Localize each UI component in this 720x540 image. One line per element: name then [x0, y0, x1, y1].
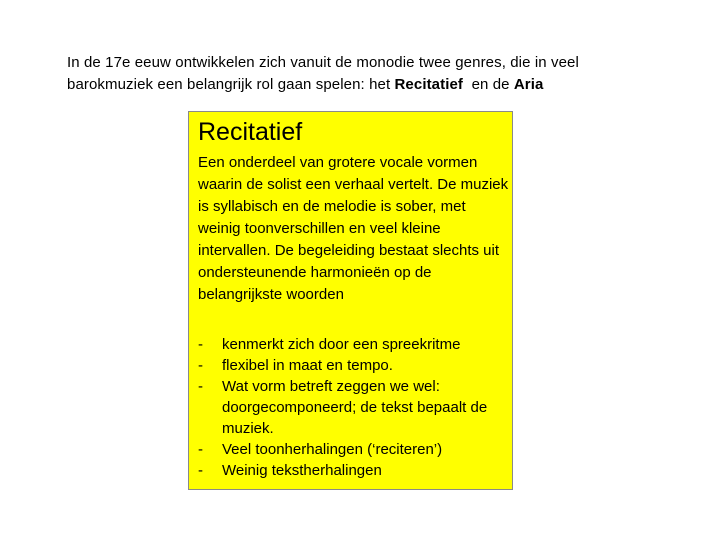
intro-term-aria: Aria: [513, 76, 544, 93]
list-item: [198, 355, 510, 376]
bullet-dash: -: [198, 336, 203, 353]
list-item-text: Veel toonherhalingen (‘reciteren’): [222, 441, 443, 458]
list-item: [198, 460, 510, 481]
bullet-dash: -: [198, 462, 203, 479]
intro-term-recitatief: Recitatief: [394, 76, 464, 93]
bullet-dash: -: [198, 441, 203, 458]
list-item-text: Wat vorm betreft zeggen we wel: doorgecomponeerd; de tekst bepaalt de muziek.: [222, 378, 488, 437]
recitatief-box: [188, 111, 513, 490]
box-title: Recitatief: [198, 118, 303, 146]
intro-text-part1: In de 17e eeuw ontwikkelen zich vanuit de monodie twee genres, die in veel barokmuziek een belangrijk rol gaan spelen: het: [67, 54, 579, 93]
list-item-text: kenmerkt zich door een spreekritme: [222, 336, 461, 353]
bullet-dash: -: [198, 378, 203, 395]
list-item: [198, 439, 510, 460]
list-item: [198, 334, 510, 355]
list-item-text: Weinig tekstherhalingen: [222, 462, 382, 479]
box-description: Een onderdeel van grotere vocale vormen waarin de solist een verhaal vertelt. De muziek is syllabisch en de melodie is sober, met weinig toonverschillen en veel kleine intervallen. De begeleiding bestaat slechts uit ondersteunende harmonieën op de belangrijkste woorden: [198, 154, 509, 303]
list-item: [198, 376, 510, 439]
intro-text-part2: en de: [463, 76, 514, 93]
list-item-text: flexibel in maat en tempo.: [222, 357, 393, 374]
bullet-dash: -: [198, 357, 203, 374]
characteristics-list: [198, 334, 510, 481]
intro-paragraph: [67, 52, 667, 96]
